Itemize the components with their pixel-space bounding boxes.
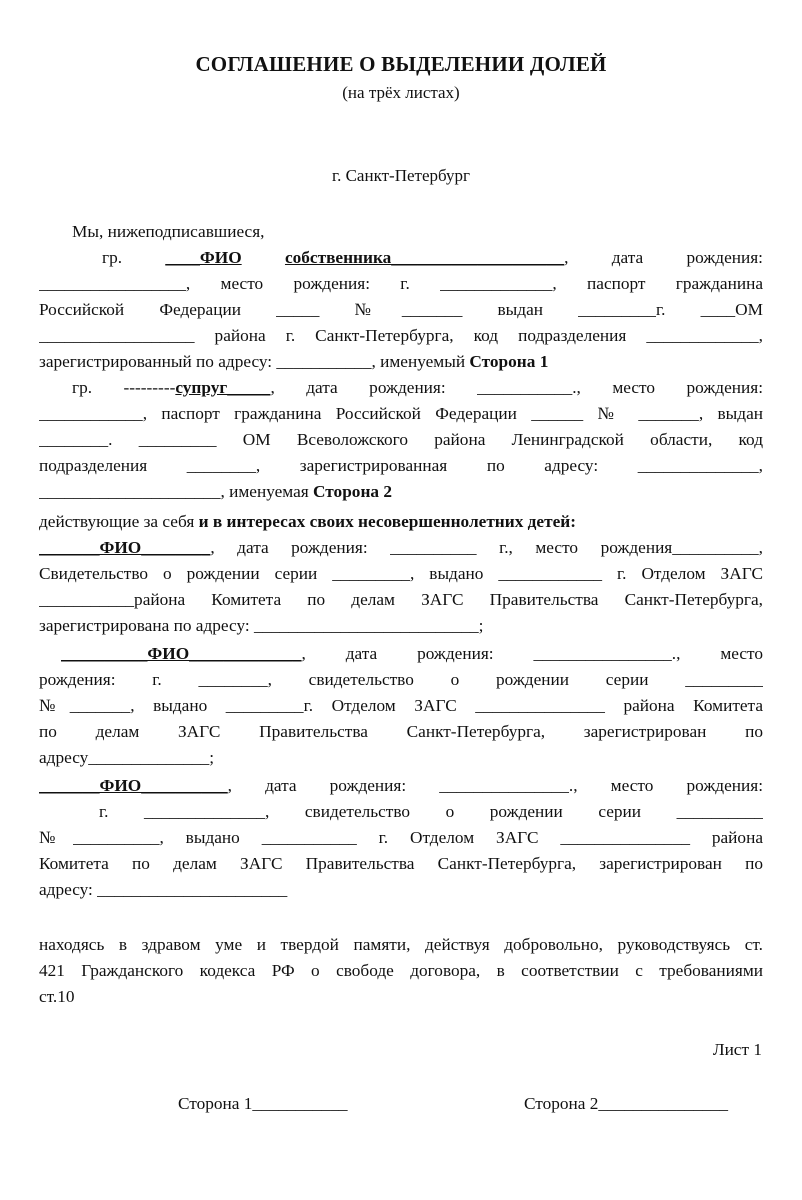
text-line-6: зарегистрированный по адресу: ___________, именуемый Сторона 1 [39, 352, 549, 371]
text-line-9: ________. _________ ОМ Всеволожского района Ленинградской области, код [39, 430, 763, 449]
text-line-5: __________________ района г. Санкт-Петербурга, код подразделения _____________, [39, 326, 763, 345]
text-line-8: ____________, паспорт гражданина Российской Федерации ______ № _______, выдан [39, 404, 763, 423]
text-line-14: Свидетельство о рождении серии _________, выдано ____________ г. Отделом ЗАГС [39, 564, 763, 583]
text-line-25: Комитета по делам ЗАГС Правительства Санкт-Петербурга, зарегистрирован по [39, 854, 763, 873]
text-line-24: №__________, выдано ___________ г. Отделом ЗАГС _______________ района [39, 828, 763, 847]
text-line-20: по делам ЗАГС Правительства Санкт-Петербурга, зарегистрирован по [39, 722, 763, 741]
signature-party-2: Сторона 2_______________ [524, 1094, 729, 1113]
document-title: СОГЛАШЕНИЕ О ВЫДЕЛЕНИИ ДОЛЕЙ [195, 52, 607, 76]
text-line-29: ст.10 [39, 987, 75, 1006]
text-line-11: _____________________, именуемая Сторона 2 [39, 482, 393, 501]
text-line-16: зарегистрирована по адресу: __________________________; [39, 616, 484, 635]
text-line-1: Мы, нижеподписавшиеся, [72, 222, 265, 241]
text-line-23: г. ______________, свидетельство о рождении серии __________ [99, 802, 763, 821]
text-line-13: _______ФИО________, дата рождения: __________ г., место рождения__________, [39, 538, 763, 557]
text-line-15: ___________района Комитета по делам ЗАГС Правительства Санкт-Петербурга, [39, 590, 763, 609]
text-line-12: действующие за себя и в интересах своих несовершеннолетних детей: [39, 512, 576, 531]
text-line-22: _______ФИО__________, дата рождения: _______________., место рождения: [39, 776, 763, 795]
signature-party-1: Сторона 1___________ [178, 1094, 348, 1113]
text-line-10: подразделения ________, зарегистрированная по адресу: ______________, [39, 456, 763, 475]
document-subtitle: (на трёх листах) [342, 83, 460, 102]
text-line-2: гр. ____ФИО собственника____________________, дата рождения: [102, 248, 763, 267]
text-line-26: адресу: ______________________ [39, 880, 288, 899]
text-line-18: рождения: г. ________, свидетельство о рождении серии _________ [39, 670, 763, 689]
text-line-27: находясь в здравом уме и твердой памяти, действуя добровольно, руководствуясь ст. [39, 935, 763, 954]
text-line-19: №_______, выдано _________г. Отделом ЗАГС _______________ района Комитета [39, 696, 763, 715]
text-line-7: гр. ---------супруг_____, дата рождения: ___________., место рождения: [72, 378, 763, 397]
sheet-number: Лист 1 [712, 1040, 762, 1059]
document-city: г. Санкт-Петербург [332, 166, 470, 185]
text-line-3: _________________, место рождения: г. _____________, паспорт гражданина [39, 274, 763, 293]
text-line-21: адресу______________; [39, 748, 215, 767]
text-line-4: Российской Федерации _____ №_______ выдан _________г. ____ОМ [39, 300, 763, 319]
text-line-17: __________ФИО_____________, дата рождения: ________________., место [61, 644, 763, 663]
text-line-28: 421 Гражданского кодекса РФ о свободе договора, в соответствии с требованиями [39, 961, 763, 980]
